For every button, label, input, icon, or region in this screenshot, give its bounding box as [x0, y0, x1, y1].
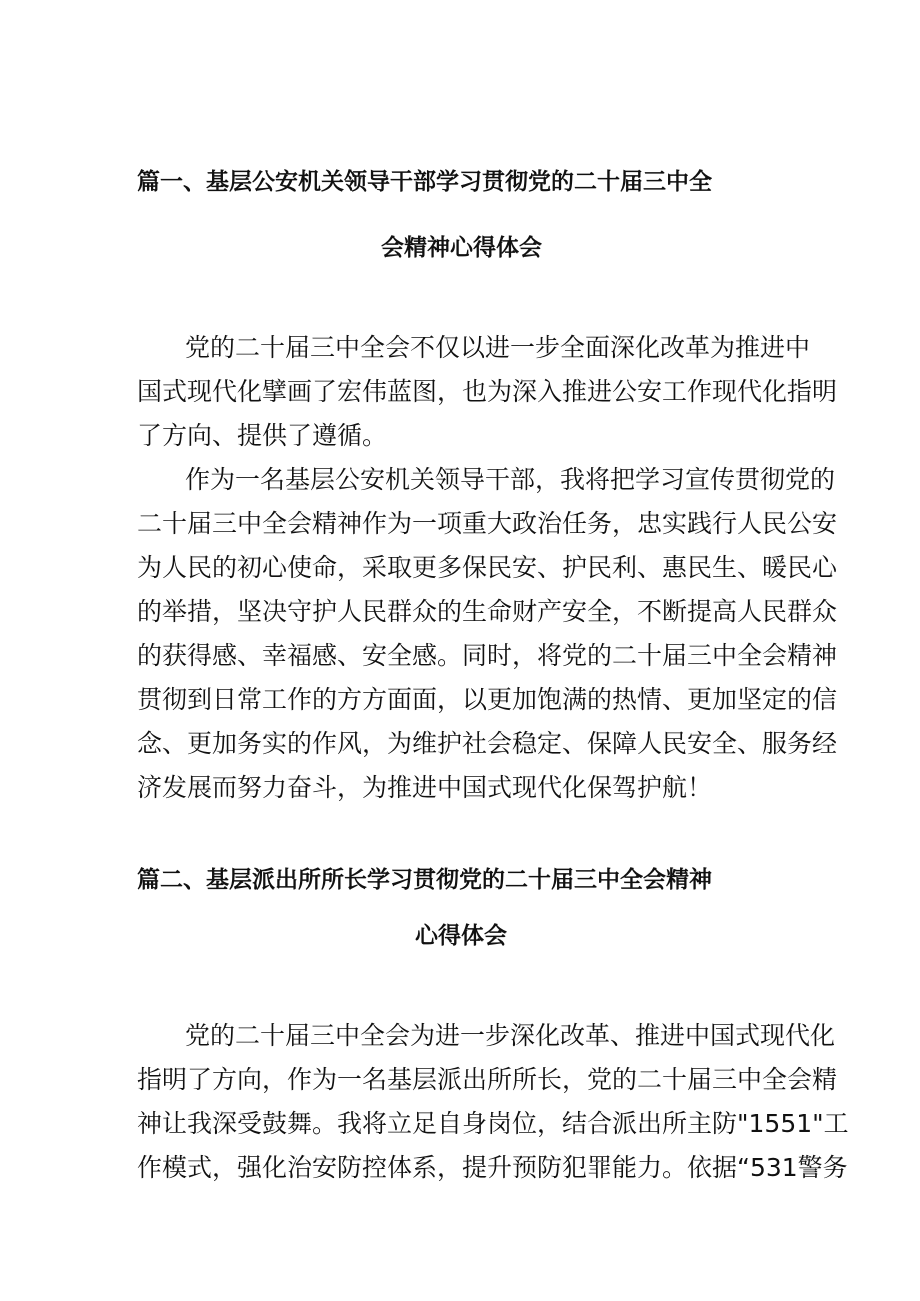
section2-para1-line4: 作模式，强化治安防控体系，提升预防犯罪能力。依据“531警务 — [137, 1153, 848, 1182]
section1-para2-line3: 为人民的初心使命，采取更多保民安、护民利、惠民生、暖民心 — [137, 553, 838, 582]
section1-title-line1: 篇一、基层公安机关领导干部学习贯彻党的二十届三中全 — [137, 169, 712, 195]
section1-para2-line8: 济发展而努力奋斗，为推进中国式现代化保驾护航！ — [137, 773, 713, 802]
section1-para2-line5: 的获得感、幸福感、安全感。同时，将党的二十届三中全会精神 — [137, 641, 838, 670]
section1-title-line2: 会精神心得体会 — [381, 235, 542, 261]
section1-para2-line7: 念、更加务实的作风，为维护社会稳定、保障人民安全、服务经 — [137, 729, 838, 758]
section2-para1-line1: 党的二十届三中全会为进一步深化改革、推进中国式现代化 — [185, 1021, 836, 1050]
section1-para2-line1: 作为一名基层公安机关领导干部，我将把学习宣传贯彻党的 — [185, 465, 836, 494]
section2-title-line1: 篇二、基层派出所所长学习贯彻党的二十届三中全会精神 — [137, 867, 712, 893]
section2-para1-line2: 指明了方向，作为一名基层派出所所长，党的二十届三中全会精 — [137, 1065, 838, 1094]
section1-para2-line4: 的举措，坚决守护人民群众的生命财产安全，不断提高人民群众 — [137, 597, 838, 626]
section2-title-line2: 心得体会 — [415, 923, 507, 949]
section1-para2-line6: 贯彻到日常工作的方方面面，以更加饱满的热情、更加坚定的信 — [137, 685, 838, 714]
section1-para1-line3: 了方向、提供了遵循。 — [137, 421, 388, 450]
section2-para1-line3: 神让我深受鼓舞。我将立足自身岗位，结合派出所主防"1551"工 — [137, 1109, 849, 1138]
section1-para1-line2: 国式现代化擘画了宏伟蓝图，也为深入推进公安工作现代化指明 — [137, 377, 838, 406]
section1-para1-line1: 党的二十届三中全会不仅以进一步全面深化改革为推进中 — [185, 333, 811, 362]
section1-para2-line2: 二十届三中全会精神作为一项重大政治任务，忠实践行人民公安 — [137, 509, 838, 538]
